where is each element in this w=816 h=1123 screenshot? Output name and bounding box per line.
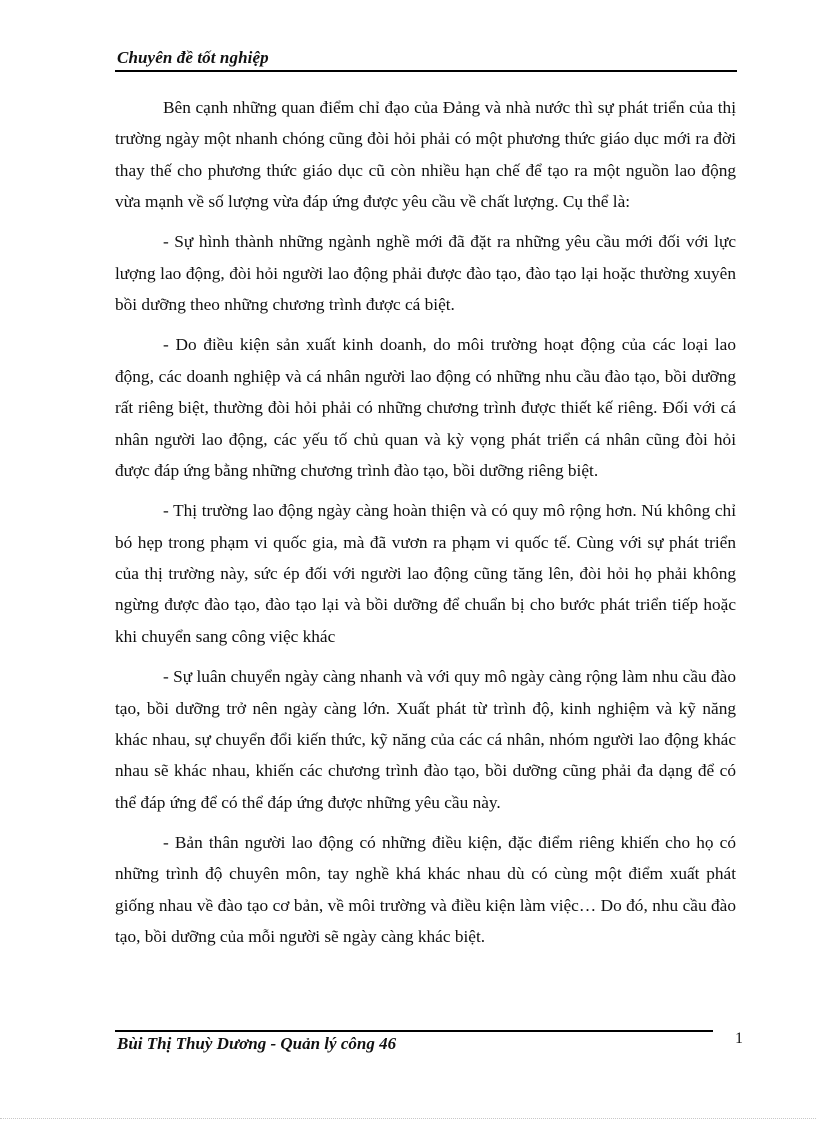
page-header-title: Chuyên đề tốt nghiệp — [117, 48, 269, 67]
paragraph: - Sự luân chuyển ngày càng nhanh và với quy mô ngày càng rộng làm nhu cầu đào tạo, bồi dưỡng trở nên ngày càng lớn. Xuất phát từ trình độ, kinh nghiệm và kỹ năng khác nhau, sự chuyển đổi kiến thức, kỹ năng của các cá nhân, nhóm người lao động khác nhau sẽ khác nhau, khiến các chương trình đào tạo, bồi dưỡng cũng phải đa dạng để có thể đáp ứng để có thể đáp ứng được những yêu cầu này. — [115, 667, 736, 812]
document-body — [115, 92, 736, 961]
paragraph: - Thị trường lao động ngày càng hoàn thiện và có quy mô rộng hơn. Nú không chỉ bó hẹp trong phạm vi quốc gia, mà đã vươn ra phạm vi quốc tế. Cùng với sự phát triển của thị trường này, sức ép đối với người lao động cũng tăng lên, đòi hỏi họ phải không ngừng được đào tạo, đào tạo lại và bồi dưỡng để chuẩn bị cho bước phát triển tiếp hoặc khi chuyển sang công việc khác — [115, 501, 736, 646]
footer-author: Bùi Thị Thuỳ Dương - Quản lý công 46 — [117, 1034, 397, 1053]
paragraph: Bên cạnh những quan điểm chỉ đạo của Đảng và nhà nước thì sự phát triển của thị trường ngày một nhanh chóng cũng đòi hỏi phải có một phương thức giáo dục mới ra đời thay thế cho phương thức giáo dục cũ còn nhiều hạn chế để tạo ra một nguồn lao động vừa mạnh về số lượng vừa đáp ứng được yêu cầu về chất lượng. Cụ thể là: — [115, 98, 736, 212]
paragraph: - Bản thân người lao động có những điều kiện, đặc điểm riêng khiến cho họ có những trình độ chuyên môn, tay nghề khá khác nhau dù có cùng một điểm xuất phát giống nhau về đào tạo cơ bản, về môi trường và điều kiện làm việc… Do đó, nhu cầu đào tạo, bồi dưỡng của mỗi người sẽ ngày càng khác biệt. — [115, 832, 736, 947]
paragraph: - Do điều kiện sản xuất kinh doanh, do môi trường hoạt động của các loại lao động, các doanh nghiệp và cá nhân người lao động có những nhu cầu đào tạo, bồi dưỡng rất riêng biệt, thường đòi hỏi phải có những chương trình được thiết kế riêng. Đối với cá nhân người lao động, các yếu tố chủ quan và kỳ vọng phát triển cá nhân cũng đòi hỏi được đáp ứng bằng những chương trình đào tạo, bồi dưỡng riêng biệt. — [115, 335, 736, 481]
page-edge-divider — [0, 1118, 816, 1119]
page-number: 1 — [735, 1030, 743, 1047]
footer-divider — [115, 1030, 713, 1032]
header-divider — [115, 70, 737, 72]
paragraph: - Sự hình thành những ngành nghề mới đã đặt ra những yêu cầu mới đối với lực lượng lao động, đòi hỏi người lao động phải được đào tạo, đào tạo lại hoặc thường xuyên bồi dưỡng theo những chương trình được cá biệt. — [115, 232, 736, 315]
